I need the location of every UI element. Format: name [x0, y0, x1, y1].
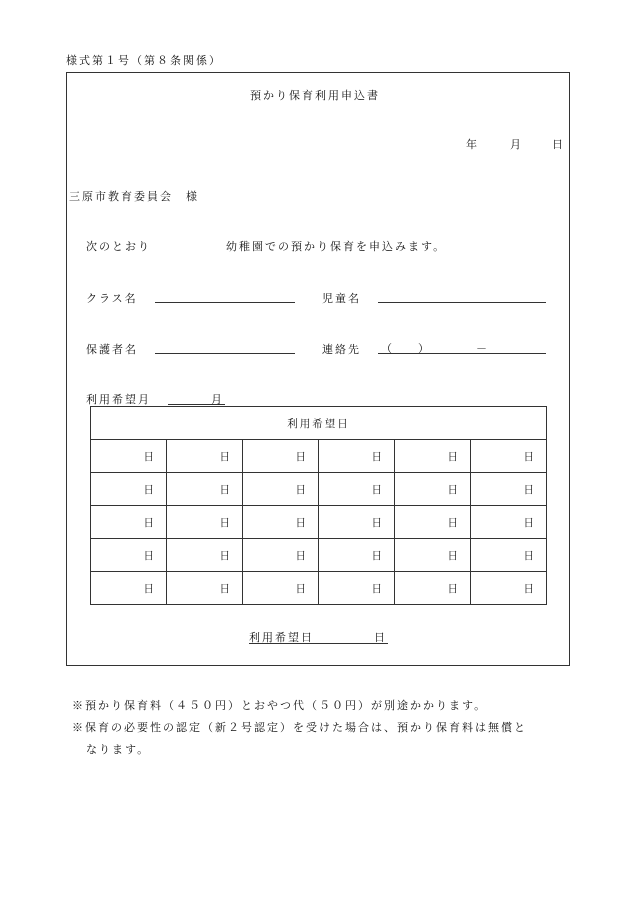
contact-open-paren: （ [381, 342, 392, 355]
day-cell[interactable]: 日 [243, 473, 319, 506]
contact-dash: － [476, 342, 487, 355]
table-row [91, 440, 547, 473]
day-cell[interactable]: 日 [395, 473, 471, 506]
day-cell[interactable]: 日 [167, 506, 243, 539]
day-cell[interactable]: 日 [91, 473, 167, 506]
total-days-label: 利用希望日 [249, 631, 314, 644]
day-cell[interactable]: 日 [167, 572, 243, 605]
total-days-field[interactable] [249, 643, 388, 644]
day-cell[interactable]: 日 [243, 506, 319, 539]
date-year: 年 [466, 138, 477, 151]
form-number: 様式第１号（第８条関係） [66, 54, 222, 67]
day-cell[interactable]: 日 [167, 473, 243, 506]
table-row [91, 473, 547, 506]
day-cell[interactable]: 日 [167, 440, 243, 473]
usage-month-unit: 月 [211, 393, 222, 406]
day-cell[interactable]: 日 [395, 440, 471, 473]
form-title: 預かり保育利用申込書 [250, 89, 380, 102]
addressee: 三原市教育委員会 様 [69, 190, 199, 203]
contact-label: 連絡先 [322, 343, 361, 356]
child-name-field[interactable] [378, 302, 546, 303]
intro-suffix: 幼稚園での預かり保育を申込みます。 [226, 240, 447, 253]
guardian-name-label: 保護者名 [86, 343, 138, 356]
table-row [91, 506, 547, 539]
day-cell[interactable]: 日 [243, 572, 319, 605]
day-cell[interactable]: 日 [319, 572, 395, 605]
day-cell[interactable]: 日 [243, 440, 319, 473]
guardian-name-field[interactable] [155, 353, 295, 354]
day-cell[interactable]: 日 [471, 572, 547, 605]
day-cell[interactable]: 日 [91, 440, 167, 473]
usage-days-table [90, 406, 547, 605]
day-cell[interactable]: 日 [395, 506, 471, 539]
note-line: ※預かり保育料（４５０円）とおやつ代（５０円）が別途かかります。 [72, 699, 488, 712]
table-row [91, 539, 547, 572]
day-cell[interactable]: 日 [471, 506, 547, 539]
date-day: 日 [552, 138, 563, 151]
contact-field[interactable] [378, 353, 546, 354]
day-cell[interactable]: 日 [395, 572, 471, 605]
day-cell[interactable]: 日 [319, 473, 395, 506]
date-month: 月 [510, 138, 521, 151]
day-cell[interactable]: 日 [319, 539, 395, 572]
day-cell[interactable]: 日 [319, 440, 395, 473]
intro-prefix: 次のとおり [86, 240, 151, 253]
child-name-label: 児童名 [322, 292, 361, 305]
day-cell[interactable]: 日 [395, 539, 471, 572]
class-name-label: クラス名 [86, 292, 138, 305]
day-cell[interactable]: 日 [471, 539, 547, 572]
day-cell[interactable]: 日 [319, 506, 395, 539]
day-cell[interactable]: 日 [91, 506, 167, 539]
contact-close-paren: ） [418, 342, 429, 355]
day-cell[interactable]: 日 [471, 473, 547, 506]
class-name-field[interactable] [155, 302, 295, 303]
total-days-unit: 日 [374, 631, 385, 644]
usage-month-label: 利用希望月 [86, 393, 151, 406]
note-line: ※保育の必要性の認定（新２号認定）を受けた場合は、預かり保育料は無償と [72, 721, 527, 734]
table-row [91, 572, 547, 605]
day-cell[interactable]: 日 [167, 539, 243, 572]
note-line: なります。 [86, 743, 151, 756]
day-cell[interactable]: 日 [91, 539, 167, 572]
table-header: 利用希望日 [91, 407, 547, 440]
day-cell[interactable]: 日 [91, 572, 167, 605]
day-cell[interactable]: 日 [243, 539, 319, 572]
day-cell[interactable]: 日 [471, 440, 547, 473]
